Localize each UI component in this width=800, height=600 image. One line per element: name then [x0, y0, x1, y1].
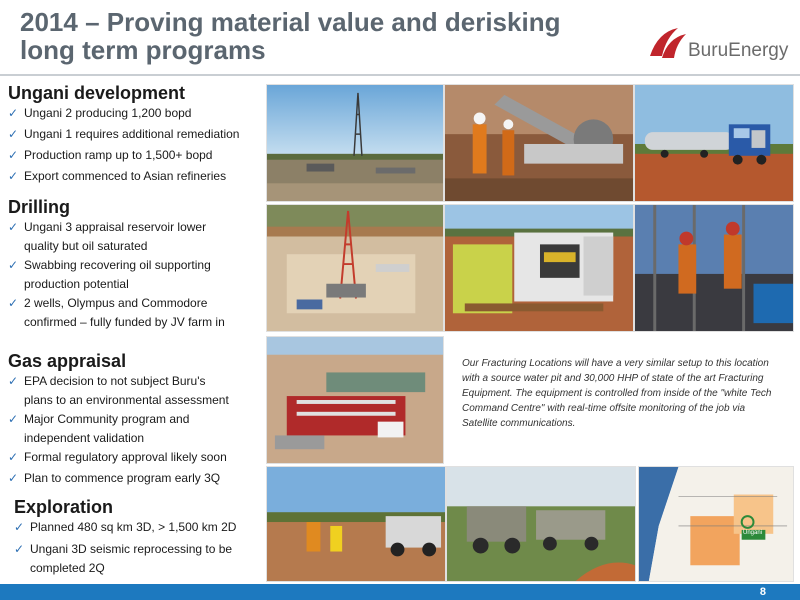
check-icon: ✓	[8, 296, 19, 310]
section-gas-appraisal	[8, 350, 266, 488]
section-heading-drilling: Drilling	[8, 197, 70, 217]
check-icon: ✓	[8, 412, 19, 426]
page-title	[20, 8, 620, 64]
photo-road-train	[634, 84, 794, 202]
check-icon: ✓	[8, 106, 19, 120]
photo-frac-equipment	[444, 204, 634, 332]
page-number: 8	[759, 586, 766, 598]
check-icon: ✓	[8, 450, 19, 464]
logo-word-energy: Energy	[728, 40, 789, 61]
list-item: ✓ Plan to commence program early 3Q	[8, 469, 266, 488]
list-item: ✓ Ungani 3 appraisal reservoir lower quality but oil saturated	[8, 220, 207, 253]
fracturing-caption: Our Fracturing Locations will have a very similar setup to this location with a source water pit and 30,000 HHP of state of the art Fracturing Equipment. The equipment is controlled from inside of the "white Tech Command Centre" with real-time offsite monitoring of the job via Satellite communications.	[462, 358, 772, 429]
section-ungani	[8, 82, 268, 186]
photo-seismic-vehicles	[446, 466, 636, 582]
section-exploration	[14, 496, 264, 578]
check-icon: ✓	[14, 520, 25, 534]
list-item: ✓ Ungani 1 requires additional remediation	[8, 125, 268, 144]
title-divider	[0, 74, 800, 76]
section-heading-exploration: Exploration	[14, 497, 114, 517]
photo-drilling-rig-aerial	[266, 204, 444, 332]
list-item: ✓ Production ramp up to 1,500+ bopd	[8, 146, 268, 165]
section-heading-gas: Gas appraisal	[8, 351, 127, 371]
check-icon: ✓	[8, 220, 19, 234]
photo-wellhead-workers	[444, 84, 634, 202]
photo-rig-floor-workers	[634, 204, 794, 332]
ungani-location-map	[638, 466, 794, 582]
footer-bar	[0, 584, 800, 600]
check-icon: ✓	[8, 258, 19, 272]
check-icon: ✓	[8, 471, 19, 485]
map-label-ungani: Ungani	[743, 530, 763, 536]
logo-mark-icon	[648, 22, 690, 62]
title-line-2: long term programs	[20, 35, 266, 65]
title-line-1: 2014 – Proving material value and derisking	[20, 7, 561, 37]
check-icon: ✓	[8, 169, 19, 183]
section-heading-ungani: Ungani development	[8, 83, 186, 103]
check-icon: ✓	[8, 127, 19, 141]
check-icon: ✓	[8, 374, 19, 388]
list-item: ✓ Formal regulatory approval likely soon	[8, 448, 266, 467]
section-drilling	[8, 196, 266, 332]
logo-word-buru: Buru	[688, 40, 729, 61]
list-item: ✓ Planned 480 sq km 3D, > 1,500 km 2D	[14, 518, 264, 537]
list-item: ✓ Ungani 2 producing 1,200 bopd	[8, 104, 268, 123]
check-icon: ✓	[8, 148, 19, 162]
photo-seismic-crew	[266, 466, 446, 582]
logo-wordmark	[688, 40, 788, 62]
list-item: ✓ EPA decision to not subject Buru's plans to an environmental assessment	[8, 374, 229, 407]
list-item: ✓ Export commenced to Asian refineries	[8, 167, 268, 186]
list-item: ✓ Ungani 3D seismic reprocessing to be completed 2Q	[14, 542, 233, 575]
check-icon: ✓	[14, 542, 25, 556]
buru-energy-logo	[648, 22, 793, 66]
photo-fracturing-location	[266, 336, 444, 464]
photo-drill-rig-site	[266, 84, 444, 202]
list-item: ✓ Swabbing recovering oil supporting production potential	[8, 258, 211, 291]
list-item: ✓ Major Community program and independent validation	[8, 412, 190, 445]
list-item: ✓ 2 wells, Olympus and Commodore confirmed – fully funded by JV farm in	[8, 296, 225, 329]
